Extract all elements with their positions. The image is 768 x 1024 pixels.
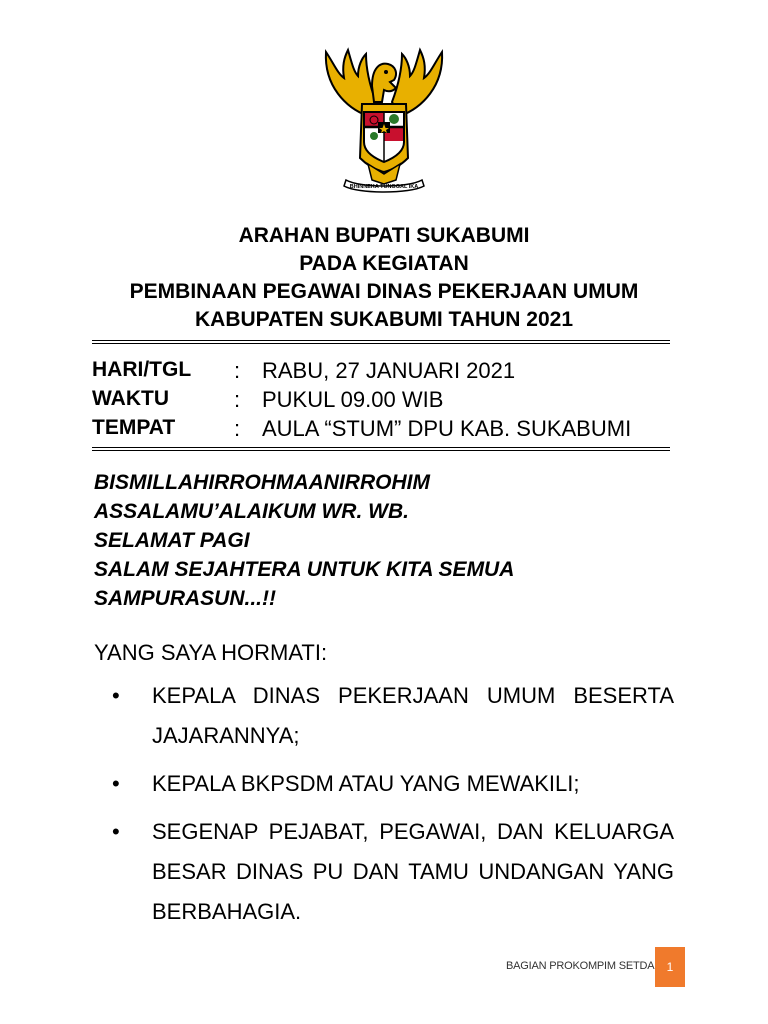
list-item-text: SEGENAP PEJABAT, PEGAWAI, DAN KELUARGA BESAR DINAS PU DAN TAMU UNDANGAN YANG BERBAHAGIA. [152, 819, 674, 924]
info-label: HARI/TGL [92, 358, 192, 381]
title-line-3: PEMBINAAN PEGAWAI DINAS PEKERJAAN UMUM [129, 280, 639, 303]
title-line-1: ARAHAN BUPATI SUKABUMI [238, 224, 530, 247]
footer-department: BAGIAN PROKOMPIM SETDA [506, 960, 655, 972]
list-item-text: KEPALA BKPSDM ATAU YANG MEWAKILI; [152, 771, 580, 796]
title-line-4: KABUPATEN SUKABUMI TAHUN 2021 [194, 308, 574, 331]
greeting-line: SELAMAT PAGI [94, 529, 250, 552]
honored-list [112, 676, 674, 940]
greetings [94, 468, 514, 613]
info-colon: : [234, 416, 241, 441]
top-double-rule [92, 340, 670, 344]
greeting-line: BISMILLAHIRROHMAANIRROHIM [94, 471, 430, 494]
info-colon: : [234, 387, 241, 412]
garuda-pancasila-emblem [316, 46, 452, 196]
page-number-badge: 1 [655, 947, 685, 987]
honored-heading: YANG SAYA HORMATI: [94, 640, 328, 665]
list-item-text: KEPALA DINAS PEKERJAAN UMUM BESERTA JAJARANNYA; [152, 683, 674, 748]
greeting-line: ASSALAMU’ALAIKUM WR. WB. [94, 500, 409, 523]
info-label: TEMPAT [92, 416, 176, 439]
info-value: AULA “STUM” DPU KAB. SUKABUMI [262, 416, 632, 441]
greeting-line: SALAM SEJAHTERA UNTUK KITA SEMUA [94, 558, 515, 581]
bullet-icon: • [112, 819, 120, 844]
bottom-double-rule [92, 447, 670, 451]
emblem-motto: BHINNEKA TUNGGAL IKA [349, 184, 419, 190]
info-label: WAKTU [92, 387, 169, 410]
garuda-head-icon [372, 64, 396, 102]
info-colon: : [234, 358, 241, 383]
greeting-line: SAMPURASUN...!! [94, 587, 276, 610]
list-item [112, 764, 674, 804]
list-item [112, 676, 674, 756]
bullet-icon: • [112, 771, 120, 796]
info-value: RABU, 27 JANUARI 2021 [262, 358, 516, 383]
bullet-icon: • [112, 683, 120, 708]
list-item [112, 812, 674, 932]
document-title [0, 222, 768, 334]
info-value: PUKUL 09.00 WIB [262, 387, 444, 412]
title-line-2: PADA KEGIATAN [299, 252, 469, 275]
